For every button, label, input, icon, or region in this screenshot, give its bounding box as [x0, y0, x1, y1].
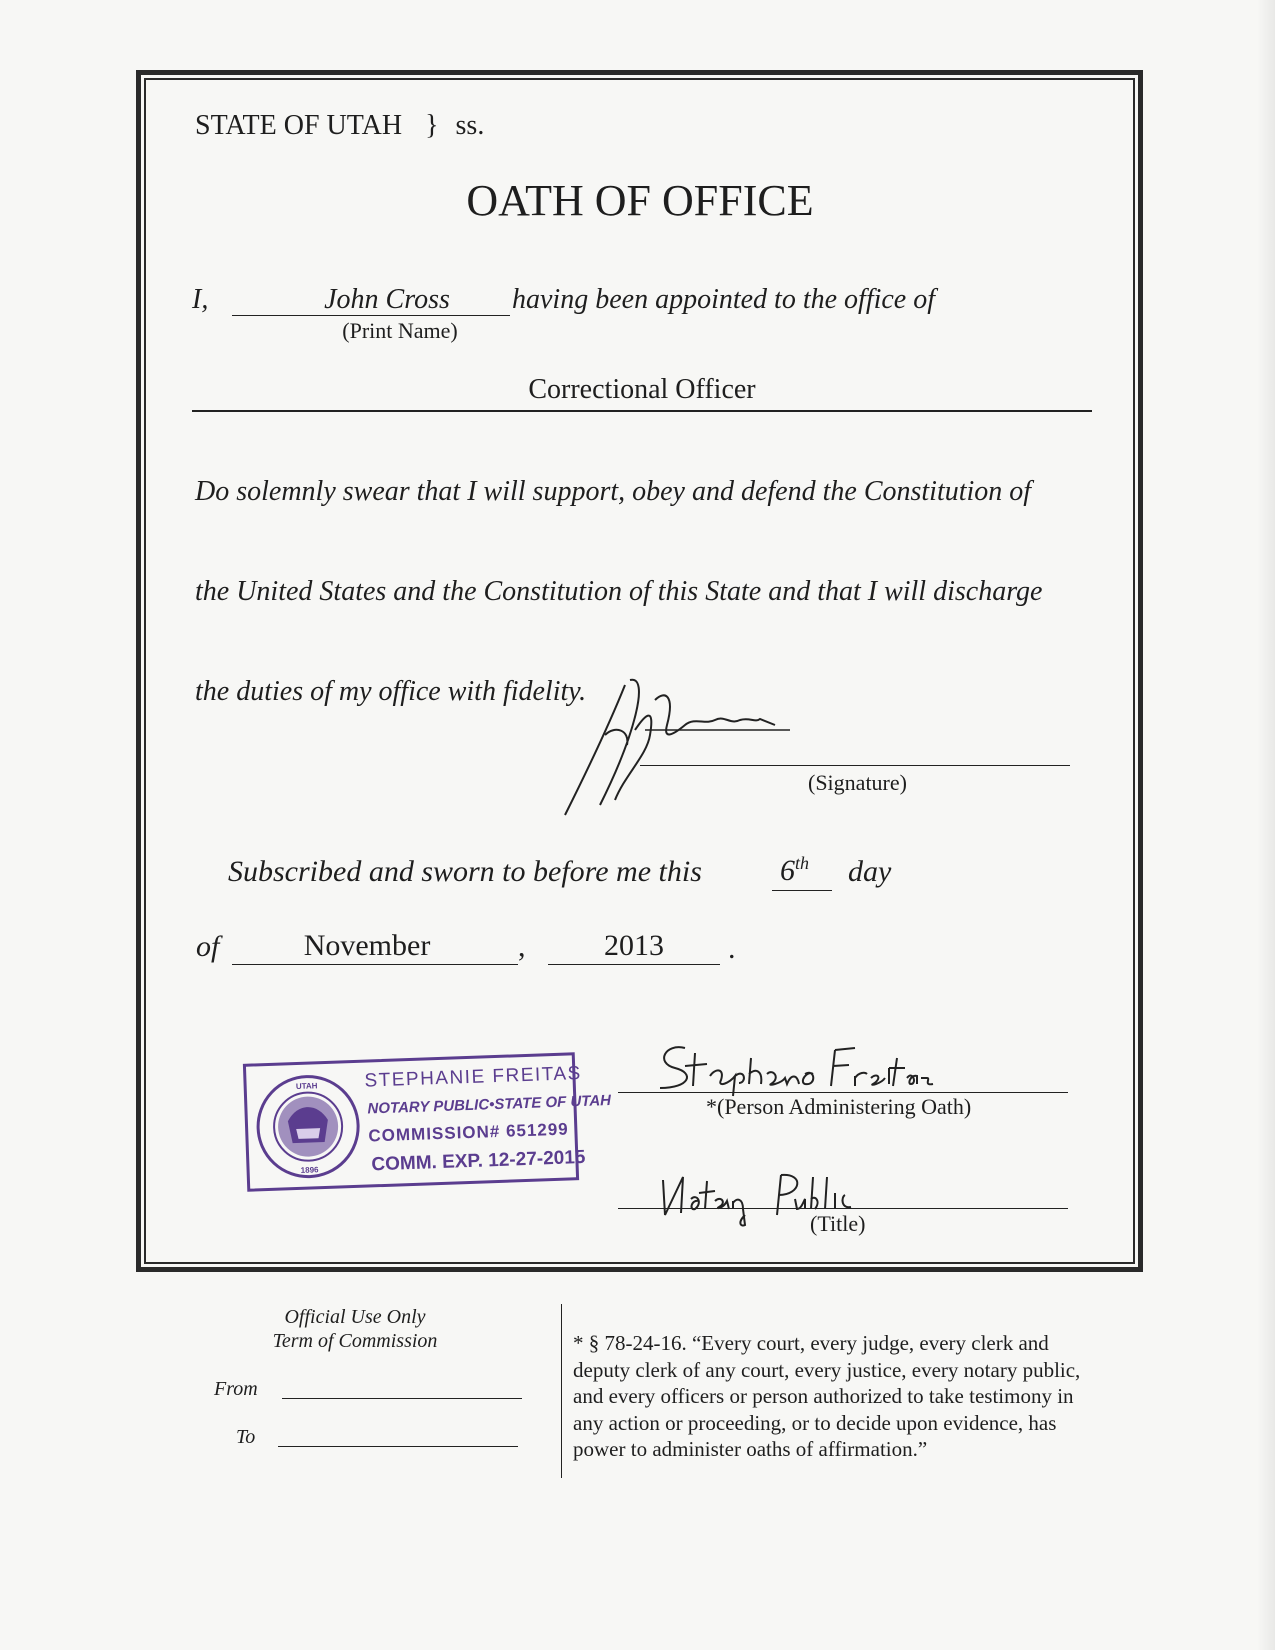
ss-label: ss. — [455, 110, 485, 141]
from-field-line — [282, 1398, 522, 1399]
date-period: . — [728, 932, 736, 965]
page-title: OATH OF OFFICE — [466, 176, 814, 225]
term-of-commission-heading: Term of Commission — [272, 1330, 438, 1352]
month-value: November — [303, 929, 431, 962]
oath-text-line-1: Do solemnly swear that I will support, obey and defend the Constitution of — [195, 476, 1032, 507]
from-label: From — [214, 1378, 258, 1400]
title-line — [618, 1208, 1068, 1209]
official-use-heading: Official Use Only — [284, 1306, 426, 1328]
footnote-line-5: power to administer oaths of affirmation.” — [573, 1437, 928, 1461]
day-suffix: th — [795, 853, 810, 873]
state-heading — [195, 110, 484, 142]
of-label: of — [196, 930, 220, 963]
office-underline — [192, 410, 1092, 412]
appointment-text: having been appointed to the office of — [512, 284, 936, 315]
day-underline — [772, 890, 832, 891]
page-edge-shadow — [1257, 0, 1275, 1650]
day-number — [780, 853, 809, 888]
i-label: I, — [192, 284, 209, 315]
administering-caption: *(Person Administering Oath) — [706, 1094, 972, 1119]
state-name: STATE OF UTAH — [195, 110, 403, 141]
seal-year: 1896 — [300, 1165, 319, 1175]
stamp-expiration: COMM. EXP. 12-27-2015 — [371, 1146, 586, 1176]
footnote-line-4: any action or proceeding, or to decide upon evidence, has — [573, 1410, 1057, 1435]
year-value: 2013 — [604, 929, 664, 962]
brace: } — [425, 110, 439, 141]
to-field-line — [278, 1446, 518, 1447]
notary-stamp — [243, 1052, 612, 1192]
signature-line — [640, 765, 1070, 766]
notary-signature — [655, 1038, 955, 1098]
date-comma: , — [518, 930, 526, 963]
year-underline — [548, 964, 720, 965]
stamp-commission: COMMISSION# 651299 — [368, 1119, 570, 1146]
signature-caption: (Signature) — [808, 770, 907, 795]
notary-title-handwriting — [655, 1165, 905, 1230]
stamp-notary-line: NOTARY PUBLIC•STATE OF UTAH — [367, 1092, 612, 1118]
month-underline — [232, 964, 518, 965]
to-label: To — [236, 1426, 256, 1448]
statute-footnote — [573, 1330, 1080, 1463]
office-title: Correctional Officer — [528, 374, 756, 405]
day-word: day — [848, 855, 892, 888]
title-caption: (Title) — [810, 1211, 866, 1236]
svg-text:UTAH: UTAH — [295, 1081, 318, 1091]
day-value: 6 — [780, 854, 795, 887]
footnote-line-3: and every officers or person authorized to take testimony in — [573, 1384, 1074, 1408]
printed-name: John Cross — [324, 284, 450, 315]
oath-text-line-3: the duties of my office with fidelity. — [195, 676, 587, 707]
state-seal-icon — [252, 1071, 364, 1183]
print-name-caption: (Print Name) — [342, 318, 458, 343]
administering-line — [618, 1092, 1068, 1093]
stamp-name: STEPHANIE FREITAS — [364, 1063, 583, 1092]
footnote-line-1: * § 78-24-16. “Every court, every judge, every clerk and — [573, 1331, 1049, 1355]
vertical-divider — [561, 1304, 562, 1478]
oath-taker-signature — [555, 675, 795, 825]
oath-text-line-2: the United States and the Constitution of this State and that I will discharge — [195, 576, 1043, 607]
footnote-line-2: deputy clerk of any court, every justice, every notary public, — [573, 1357, 1081, 1382]
subscribed-text: Subscribed and sworn to before me this — [228, 855, 702, 888]
